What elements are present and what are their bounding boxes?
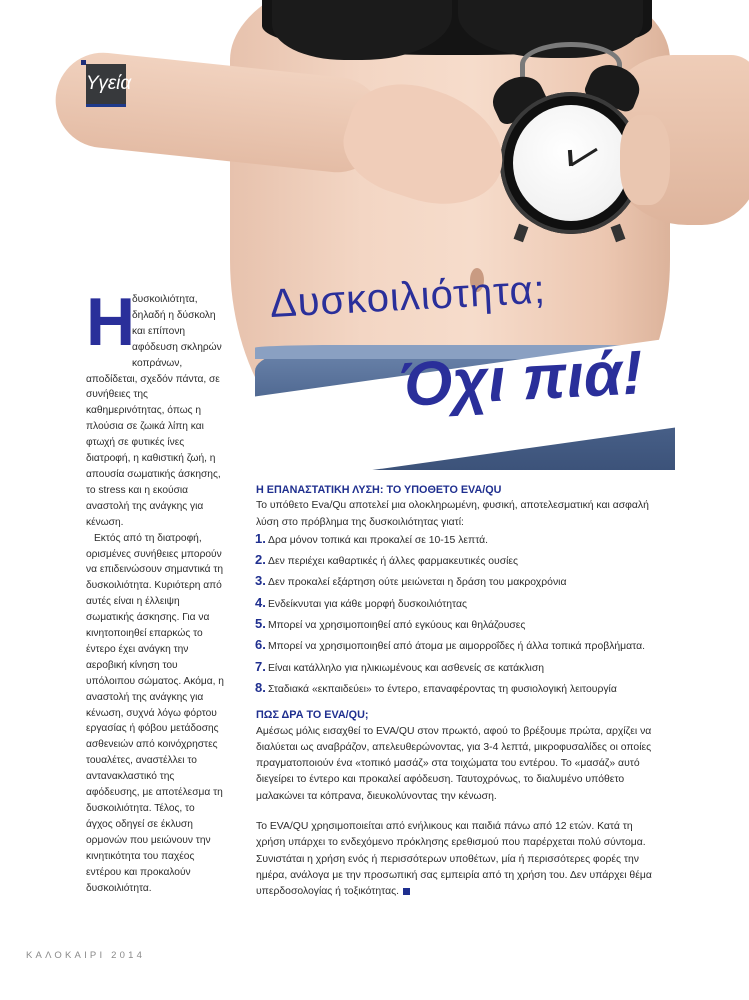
headline-line1: Δυσκοιλιότητα; bbox=[268, 267, 547, 326]
list-text: Δεν προκαλεί εξάρτηση ούτε μειώνεται η δράση του μακροχρόνια bbox=[268, 577, 567, 589]
list-text: Δεν περιέχει καθαρτικές ή άλλες φαρμακευτικές ουσίες bbox=[268, 556, 519, 568]
list-text: Είναι κατάλληλο για ηλικιωμένους και ασθενείς σε κατάκλιση bbox=[268, 662, 545, 674]
list-item bbox=[256, 554, 664, 570]
benefits-list bbox=[255, 530, 664, 698]
list-text: Μπορεί να χρησιμοποιηθεί από εγκύους και θηλάζουσες bbox=[268, 620, 526, 632]
list-number: 7. bbox=[255, 658, 266, 674]
section-tag: Υγεία bbox=[86, 64, 126, 104]
how-paragraph-2 bbox=[256, 819, 664, 900]
list-number: 5. bbox=[255, 616, 266, 632]
list-item bbox=[255, 530, 664, 549]
list-number: 1. bbox=[255, 530, 266, 546]
list-number: 8. bbox=[255, 679, 266, 695]
list-item bbox=[255, 594, 664, 613]
right-column bbox=[256, 482, 664, 901]
list-number: 6. bbox=[255, 637, 266, 653]
list-text: Ενδείκνυται για κάθε μορφή δυσκοιλιότητας bbox=[268, 598, 467, 610]
dropcap: Η bbox=[86, 284, 136, 360]
left-body: Εκτός από τη διατροφή, ορισμένες συνήθειες μπορούν να επιδεινώσουν σημαντικά τη δυσκοιλιότητα. Κυριότερη από αυτές είναι η έλλειψη σωματικής άσκησης. Για να κινητοποιηθεί επαρκώς το έντερο έχει ανάγκη την αεροβική κίνηση του υπόλοιπου σώματος. Ακόμα, η αναστολή της ανάγκης για κένωση, συχνά λόγω φόρτου εργασίας ή φόβου μετάδοσης ασθενειών από κοινόχρηστες τουαλέτες, αναστέλλει το αντανακλαστικό της αφόδευσης, με αποτέλεσμα τη δυσκοιλιότητα. Τέλος, το άγχος οδηγεί σε έκλυση ορμονών που μειώνουν την κινητικότητα του παχέος εντέρου και προκαλούν δυσκοιλιότητα. bbox=[86, 532, 224, 894]
footer-issue: ΚΑΛΟΚΑΙΡΙ 2014 bbox=[26, 950, 146, 961]
section-heading-solution: Η ΕΠΑΝΑΣΤΑΤΙΚΗ ΛΥΣΗ: ΤΟ ΥΠΟΘΕΤΟ EVA/QU bbox=[256, 484, 502, 496]
section-heading-how: ΠΩΣ ΔΡΑ ΤΟ EVA/QU; bbox=[256, 709, 369, 722]
solution-intro: Το υπόθετο Eva/Qu αποτελεί μια ολοκληρωμένη, φυσική, αποτελεσματική και ασφαλή λύση στο πρόβλημα της δυσκοιλιότητας γιατί: bbox=[256, 500, 649, 528]
left-intro: δυσκοιλιότητα, δηλαδή η δύσκολη και επίπονη αφόδευση σκληρών κοπράνων, αποδίδεται, σχεδόν πάντα, σε συνήθειες της καθημερινότητας, όπως η πλούσια σε ζωικά λίπη και φτωχή σε φυτικές ίνες διατροφή, η καθιστική ζωή, η απουσία σωματικής άσκησης, το stress και η εκούσια αναστολή της ανάγκης για κένωση. bbox=[86, 294, 222, 528]
end-mark-icon bbox=[403, 888, 410, 895]
list-text: Σταδιακά «εκπαιδεύει» το έντερο, επαναφέροντας τη φυσιολογική λειτουργία bbox=[268, 683, 617, 695]
list-text: Μπορεί να χρησιμοποιηθεί από άτομα με αιμορροΐδες ή άλλα τοπικά προβλήματα. bbox=[268, 641, 646, 653]
list-number: 3. bbox=[255, 573, 266, 589]
how-paragraph-1: Αμέσως μόλις εισαχθεί το EVA/QU στον πρωκτό, αφού το βρέξουμε πρώτα, αρχίζει να διαλύεται ως αναβράζον, απελευθερώνοντας, για 3-4 λεπτά, μικροφυσαλίδες οι οποίες πραγματοποιούν ένα «τοπικό μασάζ» στα τοιχώματα του εντέρου. Το «μασάζ» αυτό διεγείρει το έντερο και προκαλεί αφόδευση. Ταυτοχρόνως, το διαλυμένο υπόθετο μαλακώνει τα κόπρανα, διευκολύνοντας την κένωση. bbox=[256, 725, 652, 802]
dropcap-space bbox=[86, 284, 136, 360]
list-item bbox=[255, 679, 664, 698]
headline-line2: Όχι πιά! bbox=[398, 338, 645, 420]
tag-underline bbox=[86, 104, 126, 107]
list-item bbox=[256, 618, 664, 634]
list-item bbox=[255, 658, 664, 677]
list-item bbox=[256, 575, 664, 591]
list-item bbox=[256, 639, 664, 655]
paragraph-gap bbox=[256, 805, 664, 819]
left-column bbox=[86, 284, 224, 896]
list-number: 2. bbox=[255, 552, 266, 568]
how-paragraph-2-text: Το EVA/QU χρησιμοποιείται από ενήλικους και παιδιά πάνω από 12 ετών. Κατά τη χρήση υπάρχει το ενδεχόμενο πρόκλησης ερεθισμού που παρέρχεται πολύ σύντομα. Συνιστάται η χρήση ενός ή περισσότερων υποθέτων, μία ή περισσότερες φορές την ημέρα, ανάλογα με την προσωπική σας εμπειρία από τη χρήση του. Δεν υπάρχει θέμα υπερδοσολογίας ή τοξικότητας. bbox=[256, 821, 652, 898]
list-number: 4. bbox=[255, 594, 266, 610]
right-hand bbox=[620, 115, 670, 205]
list-text: Δρα μόνον τοπικά και προκαλεί σε 10-15 λεπτά. bbox=[268, 534, 489, 546]
